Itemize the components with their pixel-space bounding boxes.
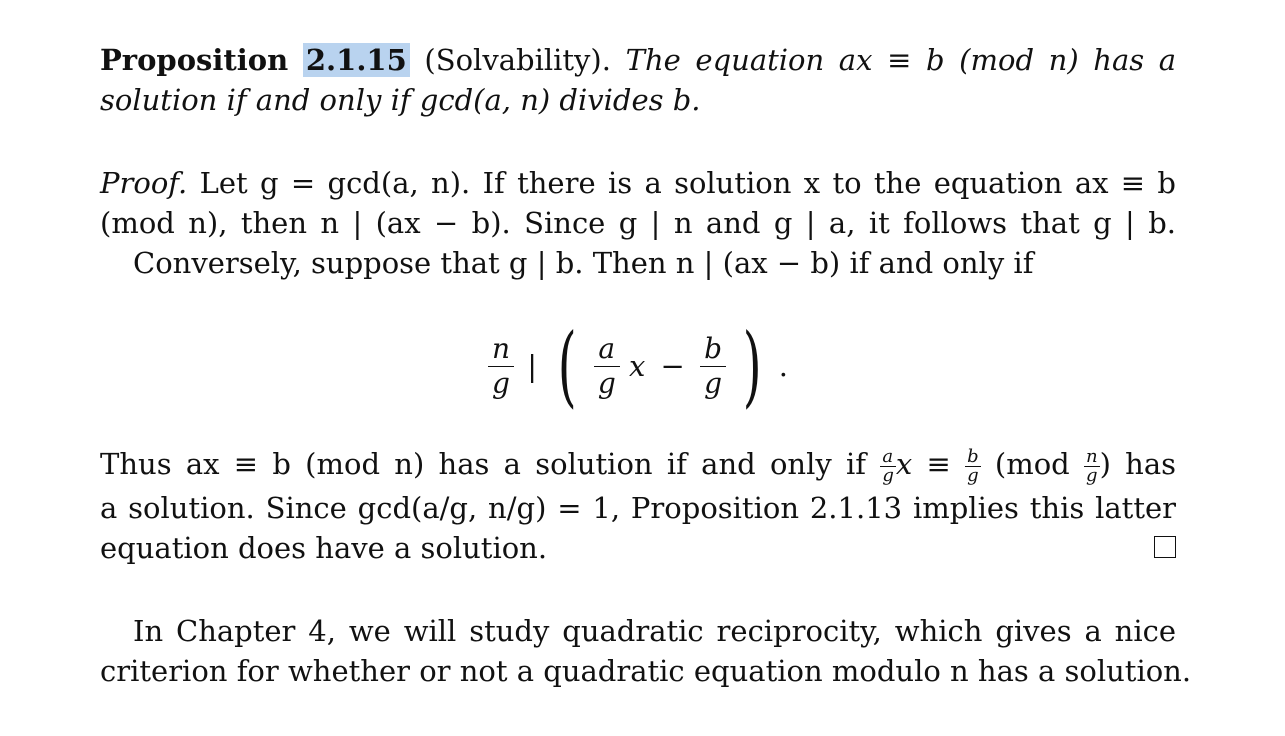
inline-fraction-a-over-g: $\frac{a}{g}$ xyxy=(882,445,894,486)
proposition-label: Proposition xyxy=(100,43,289,77)
proposition-line-2 xyxy=(100,80,701,120)
proof-text-4-prefix: Thus ax ≡ b (mod n) has a solution if and only if xyxy=(100,447,867,481)
qed-box xyxy=(1154,536,1176,558)
divides-bar: | xyxy=(527,349,538,383)
proof-text-6: equation does have a solution. xyxy=(100,531,548,565)
display-period: . xyxy=(778,349,789,383)
minus-sign: − xyxy=(660,349,685,383)
proposition-title: (Solvability). xyxy=(424,43,611,77)
proof-label: Proof. xyxy=(100,166,188,200)
proposition-number[interactable]: 2.1.15 xyxy=(303,43,410,77)
proposition-statement-1: The equation ax ≡ b (mod n) has a xyxy=(625,43,1177,77)
display-equation xyxy=(100,314,1176,417)
fraction-a-over-g: $\frac{a}{g}$ xyxy=(594,332,620,401)
proposition-statement-2: solution if and only if gcd(a, n) divides b. xyxy=(100,83,701,117)
proof-line-6 xyxy=(100,528,547,568)
right-paren: ) xyxy=(742,314,762,417)
proof-line-4 xyxy=(100,444,1176,485)
proof-line-3 xyxy=(133,243,1033,283)
proof-text-1: Let g = gcd(a, n). If there is a solution x to the equation ax ≡ b xyxy=(199,166,1176,200)
closing-line-2 xyxy=(100,651,1192,691)
left-paren: ( xyxy=(557,314,577,417)
fraction-n-over-g: $\frac{n}{g}$ xyxy=(488,332,514,401)
proof-text-2: (mod n), then n | (ax − b). Since g | n and g | a, it follows that g | b. xyxy=(100,206,1176,240)
closing-line-1 xyxy=(133,611,1176,651)
proof-line-2 xyxy=(100,203,1176,243)
proof-text-5: a solution. Since gcd(a/g, n/g) = 1, Proposition 2.1.13 implies this latter xyxy=(100,491,1176,525)
proof-line-1 xyxy=(100,163,1176,203)
proof-text-4-mod: (mod xyxy=(994,447,1070,481)
proof-text-3: Conversely, suppose that g | b. Then n | (ax − b) if and only if xyxy=(133,246,1034,280)
proof-text-4-mid: x ≡ xyxy=(895,447,951,481)
fraction-b-over-g: $\frac{b}{g}$ xyxy=(700,332,726,401)
closing-text-2: criterion for whether or not a quadratic equation modulo n has a solution. xyxy=(100,654,1192,688)
inline-fraction-b-over-g: $\frac{b}{g}$ xyxy=(967,445,979,486)
inline-fraction-n-over-g: $\frac{n}{g}$ xyxy=(1086,445,1098,486)
proof-text-4-suffix: ) has xyxy=(1099,447,1177,481)
closing-text-1: In Chapter 4, we will study quadratic reciprocity, which gives a nice xyxy=(133,614,1176,648)
proof-line-5 xyxy=(100,488,1176,528)
proposition-line-1 xyxy=(100,40,1176,80)
variable-x: x xyxy=(628,349,646,383)
